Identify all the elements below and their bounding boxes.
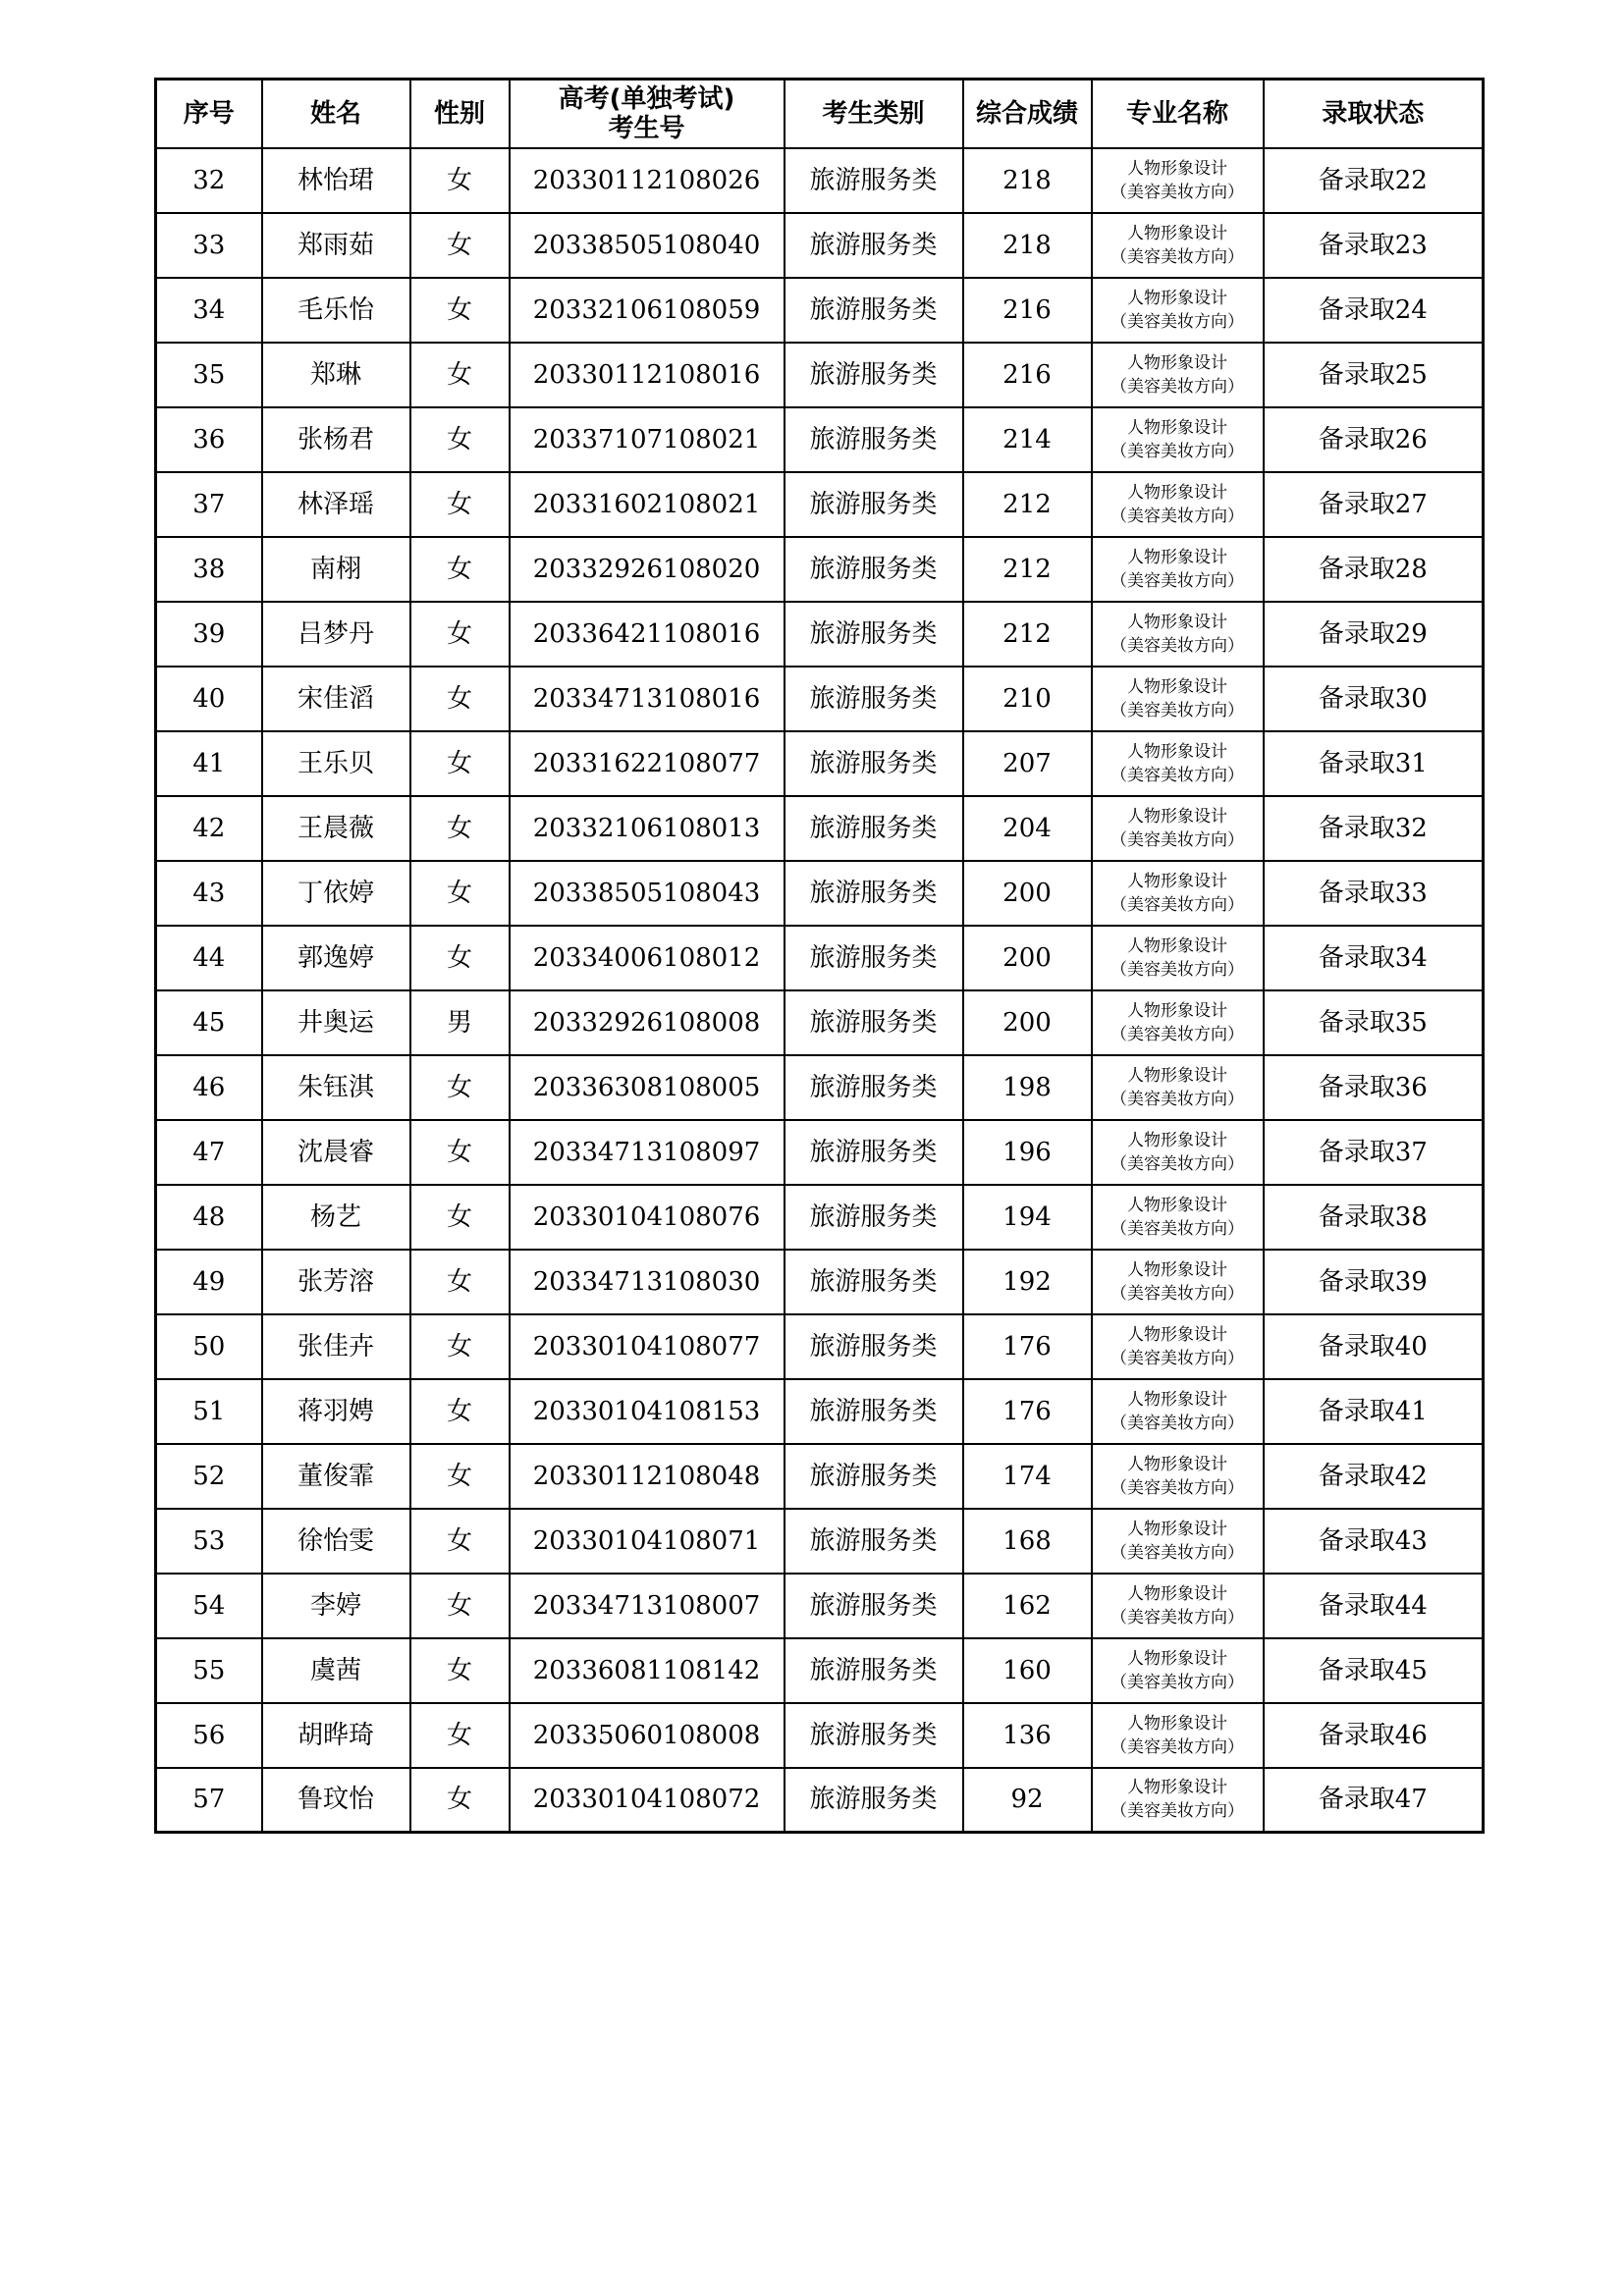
cell-score: 218 <box>963 148 1092 213</box>
cell-gender: 女 <box>410 667 510 731</box>
cell-name: 张佳卉 <box>262 1314 410 1379</box>
cell-gender: 女 <box>410 537 510 602</box>
cell-gender: 女 <box>410 1768 510 1833</box>
cell-status: 备录取24 <box>1264 278 1484 343</box>
cell-exam-id: 20334713108097 <box>510 1120 785 1185</box>
header-exam-id <box>510 80 785 148</box>
cell-score: 160 <box>963 1638 1092 1703</box>
cell-major <box>1092 278 1264 343</box>
header-exam-id-line2: 考生号 <box>608 113 685 143</box>
cell-exam-id: 20334713108016 <box>510 667 785 731</box>
cell-major-line2: （美容美妆方向） <box>1110 570 1244 591</box>
table-row <box>156 1250 1484 1314</box>
table-row <box>156 1444 1484 1509</box>
cell-major <box>1092 1768 1264 1833</box>
cell-seq: 44 <box>156 926 262 990</box>
cell-seq: 48 <box>156 1185 262 1250</box>
cell-status: 备录取45 <box>1264 1638 1484 1703</box>
cell-major <box>1092 1509 1264 1574</box>
cell-exam-id: 20334713108030 <box>510 1250 785 1314</box>
cell-status: 备录取41 <box>1264 1379 1484 1444</box>
cell-score: 200 <box>963 926 1092 990</box>
table-row <box>156 213 1484 278</box>
cell-major-line1: 人物形象设计 <box>1127 417 1227 438</box>
cell-category: 旅游服务类 <box>785 861 963 926</box>
cell-seq: 39 <box>156 602 262 667</box>
header-exam-id-line1: 高考(单独考试) <box>558 83 735 114</box>
cell-major <box>1092 1120 1264 1185</box>
cell-score: 194 <box>963 1185 1092 1250</box>
cell-status: 备录取23 <box>1264 213 1484 278</box>
cell-name: 林泽瑶 <box>262 472 410 537</box>
cell-exam-id: 20336081108142 <box>510 1638 785 1703</box>
cell-name: 蒋羽娉 <box>262 1379 410 1444</box>
cell-major <box>1092 731 1264 796</box>
cell-name: 南栩 <box>262 537 410 602</box>
cell-name: 井奥运 <box>262 990 410 1055</box>
cell-seq: 52 <box>156 1444 262 1509</box>
cell-major <box>1092 1444 1264 1509</box>
cell-category: 旅游服务类 <box>785 1120 963 1185</box>
cell-seq: 57 <box>156 1768 262 1833</box>
cell-seq: 37 <box>156 472 262 537</box>
cell-major-line2: （美容美妆方向） <box>1110 1218 1244 1239</box>
table-header-row <box>156 80 1484 148</box>
cell-major-line1: 人物形象设计 <box>1127 1324 1227 1345</box>
cell-seq: 50 <box>156 1314 262 1379</box>
table-row <box>156 1574 1484 1638</box>
cell-major-line2: （美容美妆方向） <box>1110 1283 1244 1304</box>
cell-name: 毛乐怡 <box>262 278 410 343</box>
cell-seq: 55 <box>156 1638 262 1703</box>
cell-major <box>1092 926 1264 990</box>
cell-status: 备录取29 <box>1264 602 1484 667</box>
cell-major-line1: 人物形象设计 <box>1127 935 1227 956</box>
cell-name: 王乐贝 <box>262 731 410 796</box>
cell-exam-id: 20336421108016 <box>510 602 785 667</box>
cell-status: 备录取40 <box>1264 1314 1484 1379</box>
cell-major-line2: （美容美妆方向） <box>1110 182 1244 202</box>
cell-major <box>1092 213 1264 278</box>
cell-major-line2: （美容美妆方向） <box>1110 1477 1244 1498</box>
table-row <box>156 602 1484 667</box>
cell-gender: 女 <box>410 1055 510 1120</box>
cell-score: 214 <box>963 407 1092 472</box>
cell-name: 张芳溶 <box>262 1250 410 1314</box>
table-row <box>156 1314 1484 1379</box>
cell-seq: 53 <box>156 1509 262 1574</box>
cell-seq: 41 <box>156 731 262 796</box>
cell-score: 212 <box>963 537 1092 602</box>
table-row <box>156 667 1484 731</box>
cell-score: 176 <box>963 1379 1092 1444</box>
cell-major-line2: （美容美妆方向） <box>1110 765 1244 785</box>
cell-status: 备录取46 <box>1264 1703 1484 1768</box>
cell-category: 旅游服务类 <box>785 990 963 1055</box>
header-status: 录取状态 <box>1264 80 1484 148</box>
cell-score: 207 <box>963 731 1092 796</box>
cell-seq: 38 <box>156 537 262 602</box>
cell-major-line2: （美容美妆方向） <box>1110 506 1244 526</box>
cell-exam-id: 20337107108021 <box>510 407 785 472</box>
cell-status: 备录取33 <box>1264 861 1484 926</box>
table-row <box>156 407 1484 472</box>
cell-major <box>1092 1055 1264 1120</box>
cell-major-line1: 人物形象设计 <box>1127 1389 1227 1410</box>
cell-name: 董俊霏 <box>262 1444 410 1509</box>
cell-major-line1: 人物形象设计 <box>1127 1130 1227 1150</box>
cell-status: 备录取30 <box>1264 667 1484 731</box>
cell-major-line1: 人物形象设计 <box>1127 1000 1227 1021</box>
table-row <box>156 1638 1484 1703</box>
cell-name: 张杨君 <box>262 407 410 472</box>
cell-name: 杨艺 <box>262 1185 410 1250</box>
cell-major-line2: （美容美妆方向） <box>1110 1024 1244 1044</box>
cell-category: 旅游服务类 <box>785 1444 963 1509</box>
cell-status: 备录取39 <box>1264 1250 1484 1314</box>
table-row <box>156 861 1484 926</box>
cell-major-line1: 人物形象设计 <box>1127 741 1227 762</box>
cell-major <box>1092 1314 1264 1379</box>
cell-status: 备录取27 <box>1264 472 1484 537</box>
cell-score: 204 <box>963 796 1092 861</box>
cell-gender: 女 <box>410 407 510 472</box>
cell-category: 旅游服务类 <box>785 407 963 472</box>
header-score: 综合成绩 <box>963 80 1092 148</box>
cell-category: 旅游服务类 <box>785 1055 963 1120</box>
cell-gender: 女 <box>410 1314 510 1379</box>
cell-exam-id: 20330104108076 <box>510 1185 785 1250</box>
cell-seq: 32 <box>156 148 262 213</box>
cell-exam-id: 20334713108007 <box>510 1574 785 1638</box>
cell-status: 备录取37 <box>1264 1120 1484 1185</box>
cell-major-line2: （美容美妆方向） <box>1110 1801 1244 1822</box>
cell-major-line2: （美容美妆方向） <box>1110 829 1244 850</box>
cell-exam-id: 20330112108048 <box>510 1444 785 1509</box>
cell-major-line1: 人物形象设计 <box>1127 158 1227 179</box>
table-row <box>156 472 1484 537</box>
cell-exam-id: 20330104108153 <box>510 1379 785 1444</box>
cell-major-line2: （美容美妆方向） <box>1110 1672 1244 1692</box>
cell-major-line2: （美容美妆方向） <box>1110 441 1244 461</box>
cell-gender: 女 <box>410 1638 510 1703</box>
cell-category: 旅游服务类 <box>785 796 963 861</box>
cell-major-line1: 人物形象设计 <box>1127 1454 1227 1474</box>
cell-status: 备录取43 <box>1264 1509 1484 1574</box>
cell-major-line1: 人物形象设计 <box>1127 482 1227 503</box>
cell-seq: 56 <box>156 1703 262 1768</box>
cell-major <box>1092 1379 1264 1444</box>
cell-seq: 35 <box>156 343 262 407</box>
cell-gender: 女 <box>410 148 510 213</box>
cell-major-line2: （美容美妆方向） <box>1110 1413 1244 1433</box>
cell-major-line2: （美容美妆方向） <box>1110 376 1244 397</box>
cell-category: 旅游服务类 <box>785 343 963 407</box>
cell-score: 212 <box>963 602 1092 667</box>
cell-name: 王晨薇 <box>262 796 410 861</box>
cell-major-line1: 人物形象设计 <box>1127 223 1227 243</box>
cell-name: 吕梦丹 <box>262 602 410 667</box>
cell-seq: 33 <box>156 213 262 278</box>
cell-exam-id: 20331602108021 <box>510 472 785 537</box>
cell-name: 李婷 <box>262 1574 410 1638</box>
cell-category: 旅游服务类 <box>785 1509 963 1574</box>
cell-gender: 女 <box>410 1185 510 1250</box>
cell-category: 旅游服务类 <box>785 926 963 990</box>
cell-category: 旅游服务类 <box>785 1250 963 1314</box>
cell-status: 备录取44 <box>1264 1574 1484 1638</box>
cell-gender: 女 <box>410 1703 510 1768</box>
table-row <box>156 990 1484 1055</box>
cell-seq: 42 <box>156 796 262 861</box>
table-row <box>156 1185 1484 1250</box>
cell-major-line1: 人物形象设计 <box>1127 1195 1227 1215</box>
cell-category: 旅游服务类 <box>785 1768 963 1833</box>
cell-exam-id: 20330104108077 <box>510 1314 785 1379</box>
cell-major-line1: 人物形象设计 <box>1127 1583 1227 1604</box>
cell-major-line2: （美容美妆方向） <box>1110 1348 1244 1368</box>
cell-exam-id: 20331622108077 <box>510 731 785 796</box>
cell-major <box>1092 602 1264 667</box>
cell-category: 旅游服务类 <box>785 1314 963 1379</box>
cell-gender: 女 <box>410 796 510 861</box>
cell-major-line2: （美容美妆方向） <box>1110 1089 1244 1109</box>
cell-major-line1: 人物形象设计 <box>1127 612 1227 632</box>
cell-score: 174 <box>963 1444 1092 1509</box>
cell-status: 备录取34 <box>1264 926 1484 990</box>
cell-seq: 40 <box>156 667 262 731</box>
table-row <box>156 537 1484 602</box>
cell-score: 176 <box>963 1314 1092 1379</box>
cell-gender: 女 <box>410 926 510 990</box>
cell-category: 旅游服务类 <box>785 472 963 537</box>
cell-major-line1: 人物形象设计 <box>1127 352 1227 373</box>
cell-major-line2: （美容美妆方向） <box>1110 1736 1244 1757</box>
cell-gender: 女 <box>410 1250 510 1314</box>
cell-exam-id: 20330104108071 <box>510 1509 785 1574</box>
cell-major-line1: 人物形象设计 <box>1127 1065 1227 1086</box>
table-row <box>156 1768 1484 1833</box>
cell-name: 郑雨茹 <box>262 213 410 278</box>
cell-gender: 女 <box>410 472 510 537</box>
cell-major-line1: 人物形象设计 <box>1127 1259 1227 1280</box>
header-major: 专业名称 <box>1092 80 1264 148</box>
cell-major-line2: （美容美妆方向） <box>1110 1153 1244 1174</box>
cell-seq: 45 <box>156 990 262 1055</box>
cell-status: 备录取47 <box>1264 1768 1484 1833</box>
cell-status: 备录取32 <box>1264 796 1484 861</box>
cell-category: 旅游服务类 <box>785 1703 963 1768</box>
cell-category: 旅游服务类 <box>785 1379 963 1444</box>
cell-seq: 46 <box>156 1055 262 1120</box>
cell-category: 旅游服务类 <box>785 278 963 343</box>
cell-exam-id: 20334006108012 <box>510 926 785 990</box>
cell-major <box>1092 861 1264 926</box>
cell-score: 210 <box>963 667 1092 731</box>
cell-major-line1: 人物形象设计 <box>1127 806 1227 827</box>
cell-major <box>1092 796 1264 861</box>
cell-status: 备录取28 <box>1264 537 1484 602</box>
cell-seq: 54 <box>156 1574 262 1638</box>
cell-major-line1: 人物形象设计 <box>1127 1648 1227 1669</box>
table-row <box>156 343 1484 407</box>
cell-major <box>1092 343 1264 407</box>
table-row <box>156 731 1484 796</box>
cell-seq: 51 <box>156 1379 262 1444</box>
cell-status: 备录取22 <box>1264 148 1484 213</box>
cell-exam-id: 20338505108043 <box>510 861 785 926</box>
cell-status: 备录取25 <box>1264 343 1484 407</box>
cell-name: 郑琳 <box>262 343 410 407</box>
cell-exam-id: 20336308108005 <box>510 1055 785 1120</box>
cell-category: 旅游服务类 <box>785 148 963 213</box>
cell-major <box>1092 990 1264 1055</box>
cell-gender: 女 <box>410 1574 510 1638</box>
cell-gender: 女 <box>410 1444 510 1509</box>
cell-status: 备录取31 <box>1264 731 1484 796</box>
cell-major-line1: 人物形象设计 <box>1127 676 1227 697</box>
cell-score: 162 <box>963 1574 1092 1638</box>
table-row <box>156 1703 1484 1768</box>
cell-major-line1: 人物形象设计 <box>1127 871 1227 891</box>
cell-score: 192 <box>963 1250 1092 1314</box>
cell-score: 92 <box>963 1768 1092 1833</box>
cell-gender: 女 <box>410 861 510 926</box>
table-row <box>156 796 1484 861</box>
cell-major-line2: （美容美妆方向） <box>1110 246 1244 267</box>
table-row <box>156 278 1484 343</box>
header-category: 考生类别 <box>785 80 963 148</box>
cell-major-line2: （美容美妆方向） <box>1110 311 1244 332</box>
cell-exam-id: 20332926108008 <box>510 990 785 1055</box>
cell-score: 212 <box>963 472 1092 537</box>
cell-category: 旅游服务类 <box>785 537 963 602</box>
cell-status: 备录取26 <box>1264 407 1484 472</box>
cell-category: 旅游服务类 <box>785 667 963 731</box>
cell-score: 218 <box>963 213 1092 278</box>
cell-score: 136 <box>963 1703 1092 1768</box>
table-row <box>156 1509 1484 1574</box>
cell-name: 鲁玟怡 <box>262 1768 410 1833</box>
cell-score: 216 <box>963 343 1092 407</box>
cell-major-line1: 人物形象设计 <box>1127 1713 1227 1734</box>
table-body <box>156 148 1484 1833</box>
cell-major <box>1092 537 1264 602</box>
cell-exam-id: 20332106108059 <box>510 278 785 343</box>
cell-exam-id: 20330112108026 <box>510 148 785 213</box>
cell-major-line2: （美容美妆方向） <box>1110 1542 1244 1563</box>
cell-gender: 女 <box>410 278 510 343</box>
cell-category: 旅游服务类 <box>785 1574 963 1638</box>
cell-score: 200 <box>963 861 1092 926</box>
table-row <box>156 1055 1484 1120</box>
cell-seq: 43 <box>156 861 262 926</box>
cell-status: 备录取35 <box>1264 990 1484 1055</box>
cell-category: 旅游服务类 <box>785 731 963 796</box>
cell-major <box>1092 1638 1264 1703</box>
cell-category: 旅游服务类 <box>785 602 963 667</box>
cell-major <box>1092 472 1264 537</box>
cell-seq: 47 <box>156 1120 262 1185</box>
table-row <box>156 148 1484 213</box>
cell-gender: 女 <box>410 1379 510 1444</box>
cell-category: 旅游服务类 <box>785 1638 963 1703</box>
cell-name: 沈晨睿 <box>262 1120 410 1185</box>
cell-exam-id: 20338505108040 <box>510 213 785 278</box>
cell-major <box>1092 407 1264 472</box>
cell-name: 郭逸婷 <box>262 926 410 990</box>
cell-name: 朱钰淇 <box>262 1055 410 1120</box>
cell-name: 丁依婷 <box>262 861 410 926</box>
cell-exam-id: 20330104108072 <box>510 1768 785 1833</box>
admission-table <box>154 78 1485 1834</box>
cell-category: 旅游服务类 <box>785 213 963 278</box>
cell-name: 徐怡雯 <box>262 1509 410 1574</box>
header-gender: 性别 <box>410 80 510 148</box>
cell-name: 胡晔琦 <box>262 1703 410 1768</box>
cell-gender: 女 <box>410 731 510 796</box>
cell-major-line1: 人物形象设计 <box>1127 1519 1227 1539</box>
cell-major-line2: （美容美妆方向） <box>1110 894 1244 915</box>
cell-major <box>1092 1250 1264 1314</box>
cell-gender: 女 <box>410 213 510 278</box>
table-row <box>156 1120 1484 1185</box>
cell-gender: 女 <box>410 343 510 407</box>
cell-score: 200 <box>963 990 1092 1055</box>
cell-status: 备录取36 <box>1264 1055 1484 1120</box>
cell-seq: 49 <box>156 1250 262 1314</box>
cell-score: 198 <box>963 1055 1092 1120</box>
cell-major-line1: 人物形象设计 <box>1127 547 1227 567</box>
cell-status: 备录取42 <box>1264 1444 1484 1509</box>
cell-score: 216 <box>963 278 1092 343</box>
cell-major-line1: 人物形象设计 <box>1127 1778 1227 1798</box>
cell-name: 虞茜 <box>262 1638 410 1703</box>
cell-score: 168 <box>963 1509 1092 1574</box>
cell-major-line2: （美容美妆方向） <box>1110 1607 1244 1628</box>
header-seq: 序号 <box>156 80 262 148</box>
cell-major-line2: （美容美妆方向） <box>1110 700 1244 721</box>
cell-gender: 女 <box>410 1120 510 1185</box>
cell-seq: 34 <box>156 278 262 343</box>
cell-status: 备录取38 <box>1264 1185 1484 1250</box>
cell-score: 196 <box>963 1120 1092 1185</box>
cell-category: 旅游服务类 <box>785 1185 963 1250</box>
cell-major <box>1092 1574 1264 1638</box>
cell-exam-id: 20332106108013 <box>510 796 785 861</box>
cell-major <box>1092 1185 1264 1250</box>
cell-major-line2: （美容美妆方向） <box>1110 635 1244 656</box>
cell-major <box>1092 1703 1264 1768</box>
cell-major-line2: （美容美妆方向） <box>1110 959 1244 980</box>
cell-exam-id: 20332926108020 <box>510 537 785 602</box>
cell-exam-id: 20330112108016 <box>510 343 785 407</box>
cell-name: 林怡珺 <box>262 148 410 213</box>
cell-major <box>1092 667 1264 731</box>
cell-name: 宋佳滔 <box>262 667 410 731</box>
cell-gender: 女 <box>410 602 510 667</box>
cell-major-line1: 人物形象设计 <box>1127 288 1227 308</box>
cell-major <box>1092 148 1264 213</box>
cell-gender: 女 <box>410 1509 510 1574</box>
header-name: 姓名 <box>262 80 410 148</box>
table-row <box>156 926 1484 990</box>
cell-gender: 男 <box>410 990 510 1055</box>
table-row <box>156 1379 1484 1444</box>
cell-exam-id: 20335060108008 <box>510 1703 785 1768</box>
cell-seq: 36 <box>156 407 262 472</box>
